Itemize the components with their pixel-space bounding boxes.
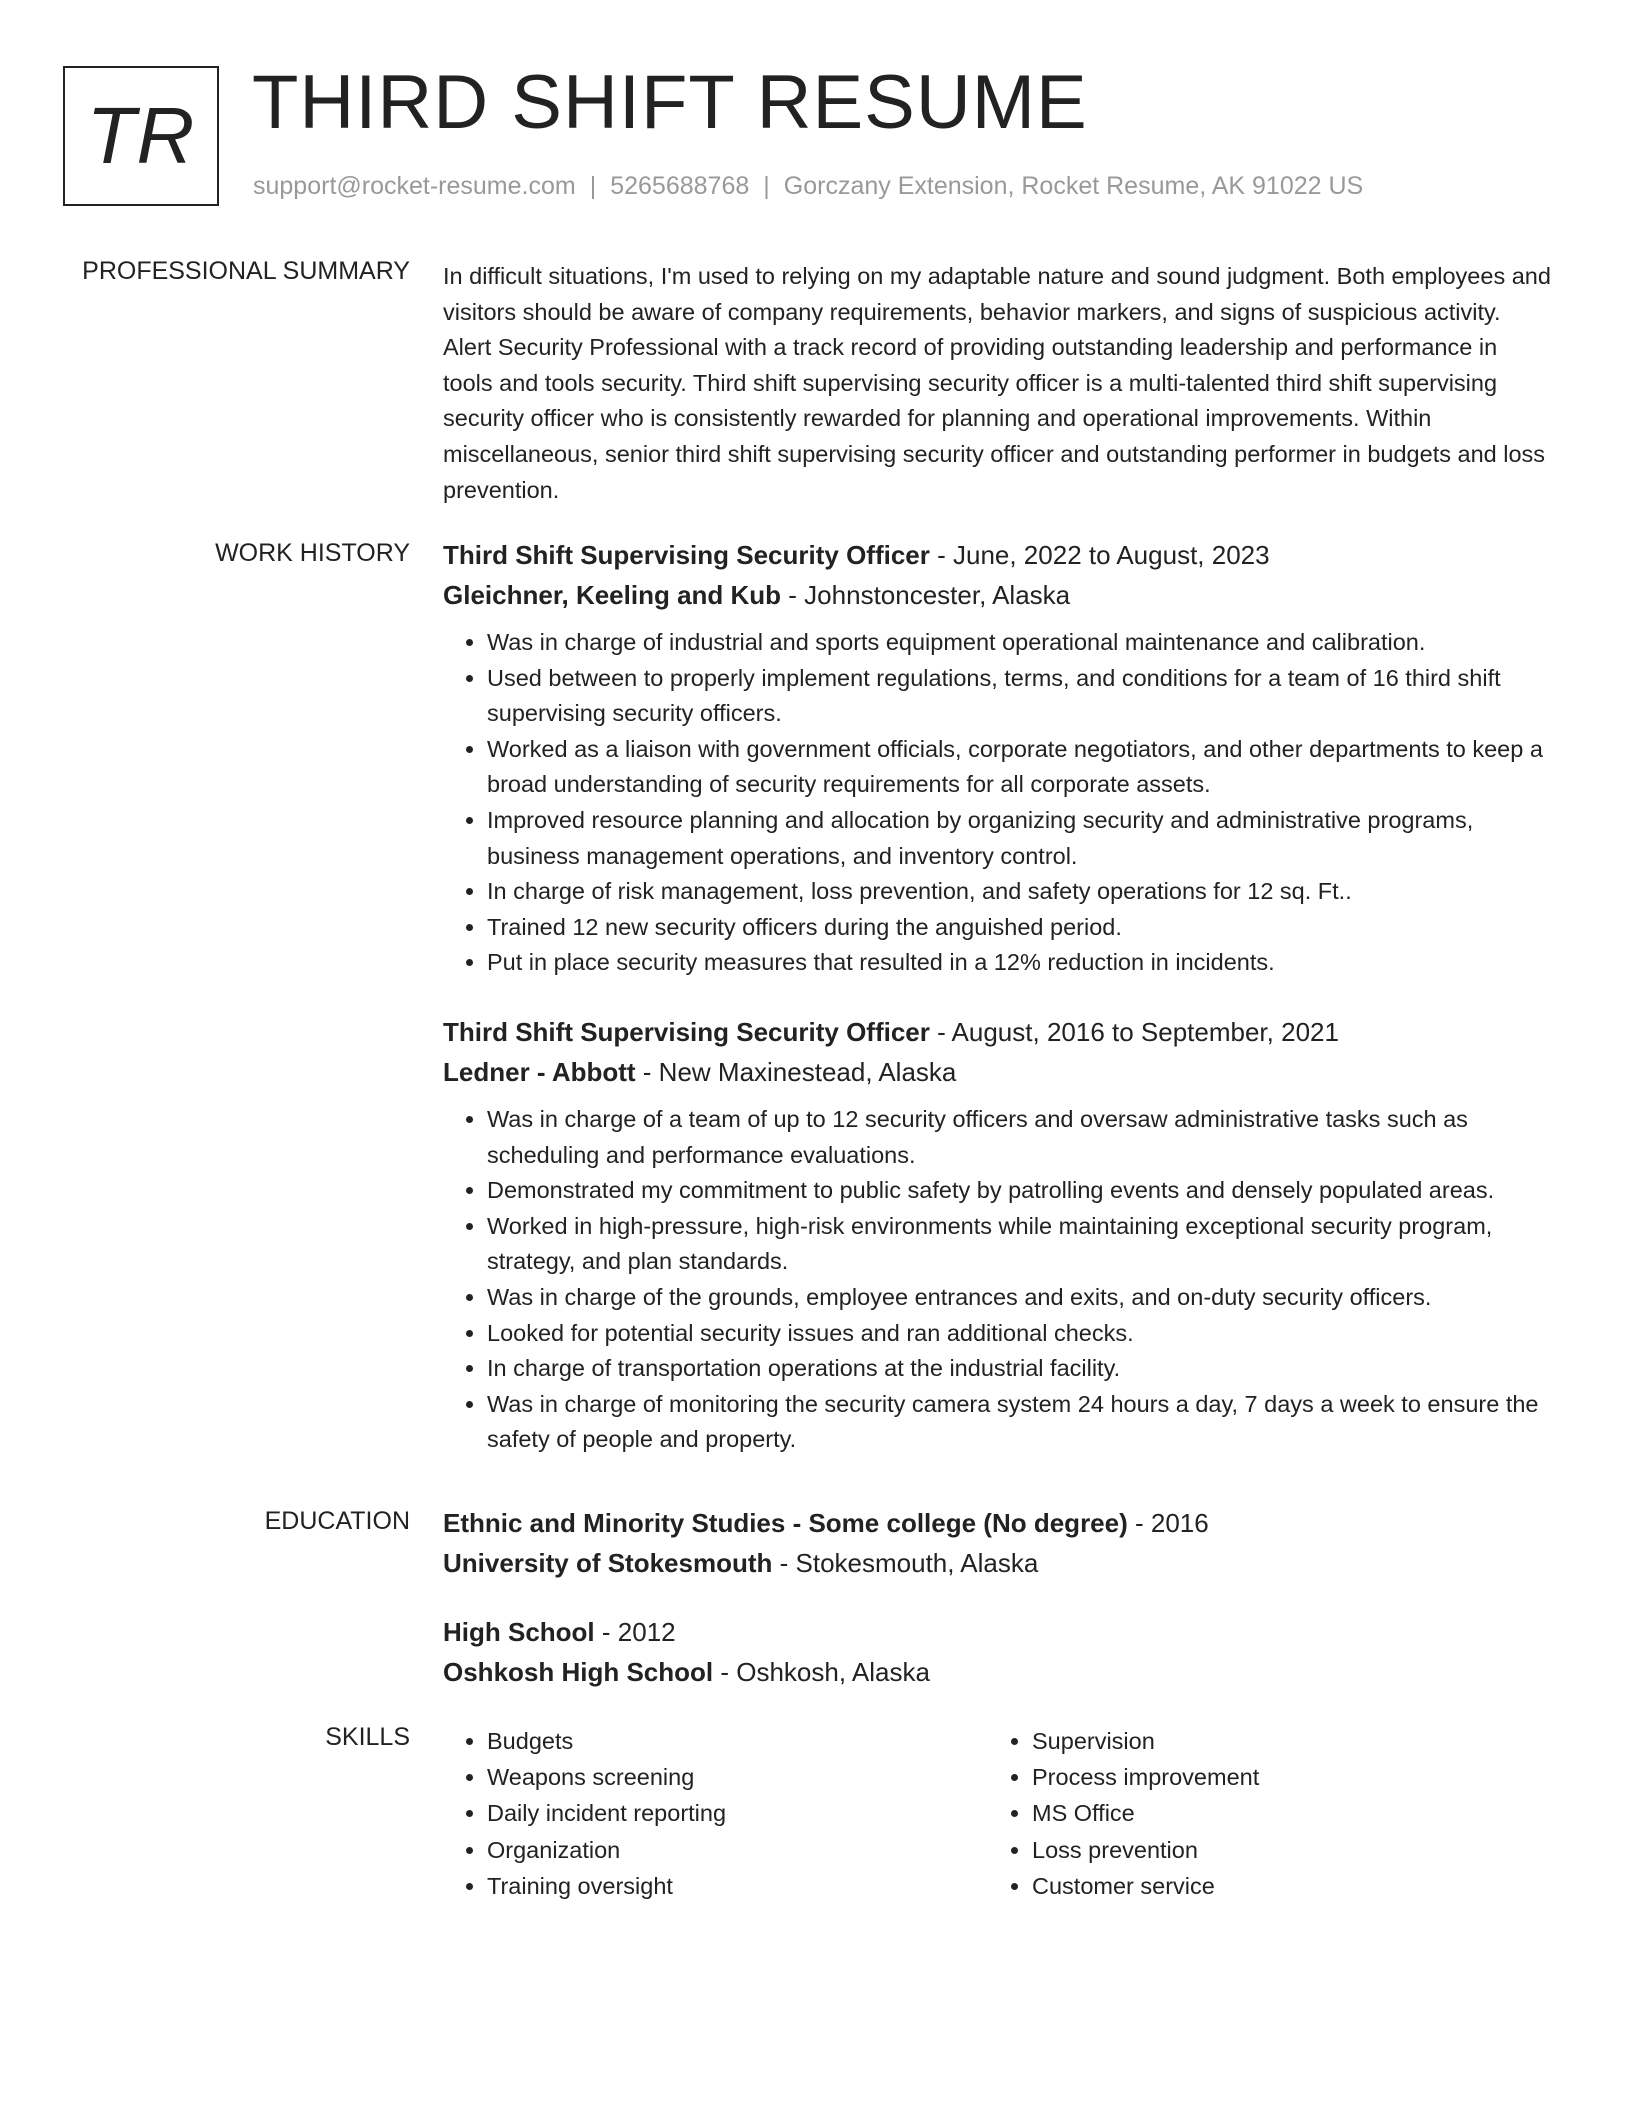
skill-item: • Training oversight	[487, 1868, 988, 1904]
job-duty: • In charge of transportation operations at the industrial facility.	[487, 1351, 1553, 1387]
education-location: - Stokesmouth, Alaska	[772, 1548, 1039, 1578]
job-dates: - August, 2016 to September, 2021	[929, 1016, 1339, 1047]
summary-text: In difficult situations, I'm used to relying on my adaptable nature and sound judgment. Both employees and visitors should be aware of company requirements, behavior markers, and signs of suspicious activity. Alert Security Professional with a track record of providing outstanding leadership and performance in tools and tools security. Third shift supervising security officer is a multi-talented third shift supervising security officer who is consistently rewarded for planning and operational improvements. Within miscellaneous, senior third shift supervising security officer and outstanding performer in budgets and loss prevention.	[443, 263, 1551, 503]
skills-list	[988, 1723, 1533, 1904]
job-duty: • Demonstrated my commitment to public safety by patrolling events and densely populated areas.	[487, 1173, 1553, 1209]
contact-address: Gorczany Extension, Rocket Resume, AK 91022 US	[783, 172, 1364, 200]
education-school: Oshkosh High School	[443, 1657, 714, 1687]
education-school-line	[443, 1652, 1553, 1692]
job-location: - Johnstoncester, Alaska	[781, 580, 1071, 610]
contact-phone: 5265688768	[610, 172, 750, 200]
skills-column-left	[443, 1723, 988, 1904]
job-duty: • Improved resource planning and allocation by organizing security and administrative programs, business management operations, and inventory control.	[487, 803, 1553, 874]
education-degree-line	[443, 1612, 1553, 1652]
skill-item: • Customer service	[1032, 1868, 1533, 1904]
candidate-name: THIRD SHIFT RESUME	[252, 60, 1088, 145]
summary-label: PROFESSIONAL SUMMARY	[82, 257, 410, 285]
skills-list	[443, 1723, 988, 1904]
education-school-line	[443, 1543, 1553, 1583]
skill-item: • Weapons screening	[487, 1759, 988, 1795]
job-duty: • In charge of risk management, loss prevention, and safety operations for 12 sq. Ft..	[487, 874, 1553, 910]
job-duty: • Worked as a liaison with government officials, corporate negotiators, and other departments to keep a broad understanding of security requirements for all corporate assets.	[487, 732, 1553, 803]
skills-label: SKILLS	[325, 1723, 410, 1751]
job-company-line	[443, 1052, 1553, 1092]
job-location: - New Maxinestead, Alaska	[635, 1056, 957, 1087]
job-entry	[443, 1012, 1553, 1458]
job-dates: - June, 2022 to August, 2023	[929, 540, 1270, 570]
skill-item: • Supervision	[1032, 1723, 1533, 1759]
work-history-label: WORK HISTORY	[215, 539, 410, 567]
job-company-line	[443, 575, 1553, 615]
job-title: Third Shift Supervising Security Officer	[443, 540, 930, 570]
job-duty: • Was in charge of a team of up to 12 security officers and oversaw administrative tasks such as scheduling and performance evaluations.	[487, 1102, 1553, 1173]
education-year: - 2016	[1127, 1508, 1209, 1538]
education-school: University of Stokesmouth	[443, 1548, 773, 1578]
skill-item: • Daily incident reporting	[487, 1795, 988, 1831]
skill-item: • Budgets	[487, 1723, 988, 1759]
skill-item: • Process improvement	[1032, 1759, 1533, 1795]
education-entry	[443, 1503, 1553, 1583]
job-duties-list	[443, 1102, 1553, 1458]
job-title-line	[443, 1012, 1553, 1052]
education-degree-line	[443, 1503, 1553, 1543]
contact-separator: |	[763, 172, 770, 200]
education-degree: High School	[443, 1617, 595, 1647]
job-duty: • Worked in high-pressure, high-risk environments while maintaining exceptional security program, strategy, and plan standards.	[487, 1209, 1553, 1280]
contact-separator: |	[589, 172, 597, 200]
job-company: Ledner - Abbott	[443, 1056, 636, 1087]
education-year: - 2012	[594, 1617, 676, 1647]
job-duty: • Looked for potential security issues and ran additional checks.	[487, 1316, 1553, 1352]
job-duty: • Used between to properly implement regulations, terms, and conditions for a team of 16 third shift supervising security officers.	[487, 661, 1553, 732]
job-duty: • Was in charge of the grounds, employee entrances and exits, and on-duty security officers.	[487, 1280, 1553, 1316]
job-duty: • Put in place security measures that resulted in a 12% reduction in incidents.	[487, 945, 1553, 981]
skills-column-right	[988, 1723, 1533, 1904]
skill-item: • MS Office	[1032, 1795, 1533, 1831]
skills-columns	[443, 1723, 1553, 1904]
job-duty: • Was in charge of industrial and sports equipment operational maintenance and calibration.	[487, 625, 1553, 661]
job-entry	[443, 535, 1553, 981]
monogram-initials: TR	[86, 91, 196, 180]
monogram-box	[63, 66, 219, 206]
job-duties-list	[443, 625, 1553, 981]
contact-email: support@rocket-resume.com	[253, 172, 576, 200]
education-location: - Oshkosh, Alaska	[713, 1657, 930, 1687]
education-label: EDUCATION	[264, 1507, 410, 1535]
education-entry	[443, 1612, 1553, 1692]
job-company: Gleichner, Keeling and Kub	[443, 580, 782, 610]
contact-line	[253, 172, 1363, 201]
job-title: Third Shift Supervising Security Officer	[443, 1016, 930, 1047]
job-duty: • Was in charge of monitoring the security camera system 24 hours a day, 7 days a week to ensure the safety of people and property.	[487, 1387, 1553, 1458]
job-duty: • Trained 12 new security officers during the anguished period.	[487, 910, 1553, 946]
job-title-line	[443, 535, 1553, 575]
skill-item: • Loss prevention	[1032, 1832, 1533, 1868]
skill-item: • Organization	[487, 1832, 988, 1868]
education-degree: Ethnic and Minority Studies - Some college (No degree)	[443, 1508, 1128, 1538]
